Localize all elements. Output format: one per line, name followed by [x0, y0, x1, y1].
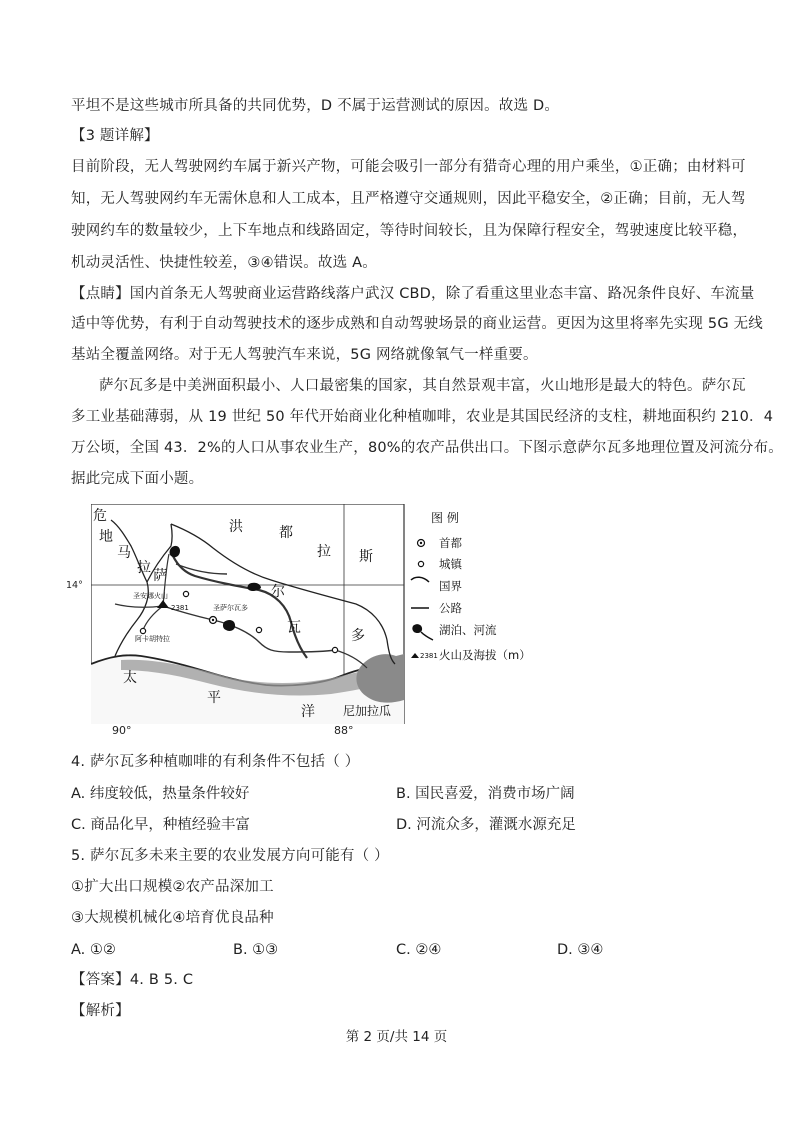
map-label: 瓦 [287, 620, 301, 636]
legend-capital: 首都 [439, 536, 462, 550]
town-marker [183, 591, 188, 596]
text-line: 机动灵活性、快捷性较差，③④错误。故选 A。 [71, 255, 377, 271]
town-marker [332, 647, 337, 652]
legend-border-icon [411, 577, 429, 582]
lon-label: 90° [112, 724, 132, 737]
section-heading: 【3 题详解】 [71, 128, 159, 144]
option-d[interactable]: D. ③④ [557, 942, 604, 958]
statement-line: ①扩大出口规模②农产品深加工 [71, 879, 274, 895]
answer-value: 4. B 5. C [129, 972, 194, 988]
map-label: 斯 [359, 549, 373, 565]
legend-volcano-sample: 2381 [420, 652, 438, 660]
legend-volcano-icon [411, 653, 419, 658]
text-line: 基站全覆盖网络。对于无人驾驶汽车来说，5G 网络就像氧气一样重要。 [71, 347, 538, 363]
question-4: 4. 萨尔瓦多种植咖啡的有利条件不包括（ ） [71, 754, 360, 770]
map-label: 尼加拉瓜 [343, 704, 392, 718]
legend-lake-river: 湖泊、河流 [439, 623, 497, 637]
analysis-label: 【解析】 [71, 1003, 130, 1019]
map-legend [411, 510, 531, 662]
statement-line: ③大规模机械化④培育优良品种 [71, 910, 274, 926]
text-line: 驶网约车的数量较少，上下车地点和线路固定，等待时间较长，且为保障行程安全，驾驶速度比较平稳， [71, 223, 748, 239]
map-label: 都 [279, 525, 293, 541]
legend-town-icon [418, 561, 423, 566]
capital-dot [212, 619, 214, 621]
map-label: 拉 [317, 544, 331, 560]
text-line: 多工业基础薄弱，从 19 世纪 50 年代开始商业化种植咖啡，农业是其国民经济的支柱，耕地面积约 210．4 [71, 409, 774, 425]
map-label: 平 [207, 690, 221, 706]
volcano-elevation: 2381 [171, 604, 189, 612]
page-footer: 第 2 页/共 14 页 [345, 1029, 448, 1045]
map-label: 地 [99, 529, 113, 545]
text-line: 平坦不是这些城市所具备的共同优势，D 不属于运营测试的原因。故选 D。 [71, 98, 560, 114]
map-label: 危 [93, 508, 107, 524]
legend-lake-icon [412, 624, 422, 633]
option-c[interactable]: C. 商品化早，种植经验丰富 [71, 817, 250, 833]
map-label: 萨 [153, 568, 167, 584]
map-label: 洋 [301, 704, 315, 720]
answer-line [71, 970, 193, 990]
text-line: 万公顷，全国 43．2%的人口从事农业生产，80%的农产品供出口。下图示意萨尔瓦多地理位置及河流分布。 [71, 440, 783, 456]
legend-border: 国界 [439, 579, 462, 593]
map-label: 拉 [137, 560, 151, 576]
option-a[interactable]: A. ①② [71, 942, 116, 958]
legend-title: 图 例 [431, 511, 459, 525]
legend-town: 城镇 [439, 557, 462, 571]
map-label: 多 [351, 628, 365, 644]
option-b[interactable]: B. ①③ [233, 942, 279, 958]
option-c[interactable]: C. ②④ [396, 942, 442, 958]
option-b[interactable]: B. 国民喜爱，消费市场广阔 [396, 786, 575, 802]
text-line: 适中等优势，有利于自动驾驶技术的逐步成熟和自动驾驶场景的商业运营。更因为这里将率先实现 5G 无线 [71, 316, 763, 332]
map-label: 马 [117, 545, 131, 561]
lake-ilopango [223, 620, 235, 631]
town-marker [256, 627, 261, 632]
volcano-label: 圣安娜火山 [133, 592, 168, 600]
town-marker [140, 628, 145, 633]
town-label: 阿卡胡特拉 [135, 635, 170, 643]
capital-label: 圣萨尔瓦多 [213, 604, 248, 612]
map-label: 太 [123, 670, 137, 686]
map-label: 洪 [229, 519, 243, 535]
el-salvador-map [91, 504, 551, 724]
lon-label: 88° [334, 724, 354, 737]
question-5: 5. 萨尔瓦多未来主要的农业发展方向可能有（ ） [71, 848, 389, 864]
legend-road: 公路 [439, 601, 462, 615]
map-label: 尔 [271, 584, 285, 600]
option-a[interactable]: A. 纬度较低，热量条件较好 [71, 786, 250, 802]
text-line: 目前阶段，无人驾驶网约车属于新兴产物，可能会吸引一部分有猎奇心理的用户乘坐，①正确；由材料可 [71, 159, 746, 175]
text-line: 【点睛】国内首条无人驾驶商业运营路线落户武汉 CBD，除了看重这里业态丰富、路况条件良好、车流量 [71, 286, 755, 302]
legend-volcano: 火山及海拔（m） [439, 648, 531, 662]
text-line: 据此完成下面小题。 [71, 471, 204, 487]
text-line: 萨尔瓦多是中美洲面积最小、人口最密集的国家，其自然景观丰富，火山地形是最大的特色。萨尔瓦 [99, 378, 746, 394]
text-line: 知，无人驾驶网约车无需休息和人工成本，且严格遵守交通规则，因此平稳安全，②正确；目前，无人驾 [71, 191, 746, 207]
lat-label: 14° [66, 580, 83, 591]
answer-label: 【答案】 [71, 972, 130, 988]
option-d[interactable]: D. 河流众多，灌溉水源充足 [396, 817, 576, 833]
